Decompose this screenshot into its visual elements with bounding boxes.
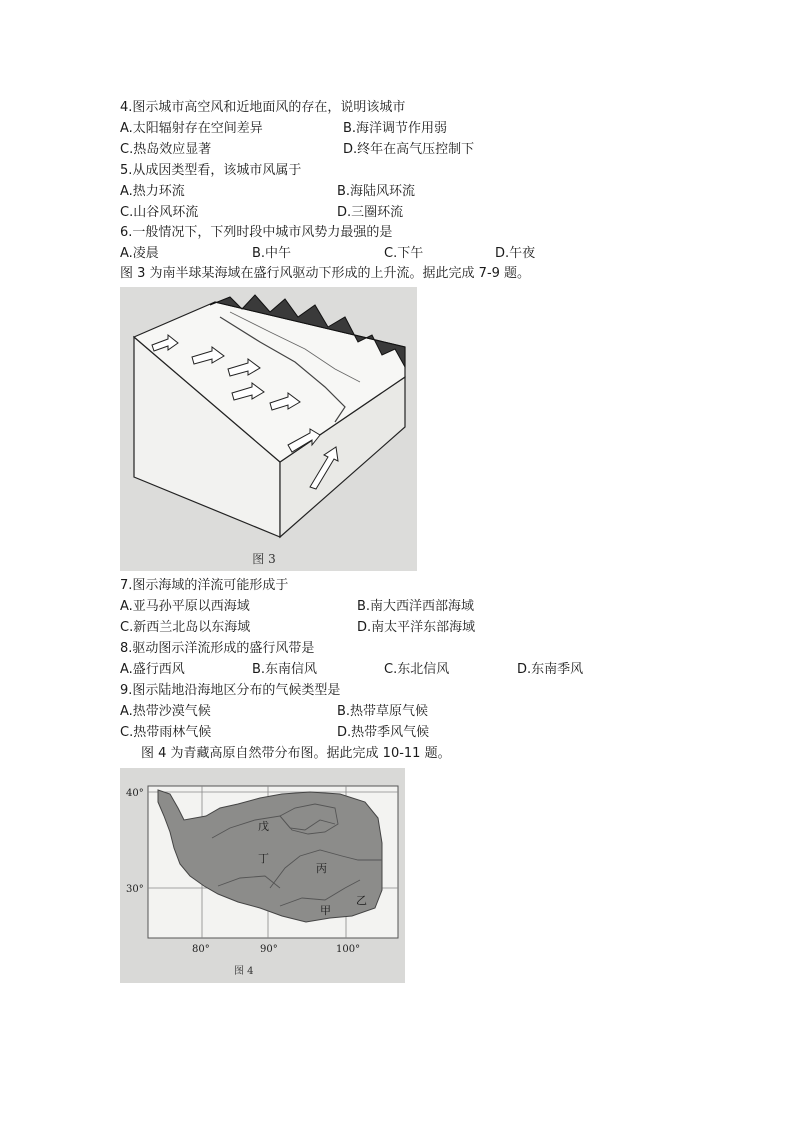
q9-option-b: B.热带草原气候	[337, 704, 429, 719]
q6-stem: 6.一般情况下，下列时段中城市风势力最强的是	[120, 225, 393, 240]
q6-option-b: B.中午	[252, 246, 292, 261]
figure3-caption: 图 3	[252, 552, 276, 566]
zone-label-jia: 甲	[320, 904, 331, 917]
zone-label-yi: 乙	[356, 894, 367, 907]
q9-option-a: A.热带沙漠气候	[120, 704, 211, 719]
q7-option-c: C.新西兰北岛以东海域	[120, 620, 251, 635]
q4-option-c: C.热岛效应显著	[120, 142, 212, 157]
lat-label-30: 30°	[126, 884, 144, 895]
q6-option-a: A.凌晨	[120, 246, 159, 261]
q4-option-b: B.海洋调节作用弱	[343, 121, 448, 136]
figure4-intro: 图 4 为青藏高原自然带分布图。据此完成 10-11 题。	[141, 746, 451, 761]
lon-label-90: 90°	[260, 944, 278, 955]
q8-stem: 8.驱动图示洋流形成的盛行风带是	[120, 641, 315, 656]
figure4-caption: 图 4	[234, 966, 254, 977]
figure-4-map	[120, 768, 405, 983]
q5-option-a: A.热力环流	[120, 184, 185, 199]
q6-option-c: C.下午	[384, 246, 424, 261]
zone-label-ding: 丁	[258, 852, 269, 865]
q8-option-a: A.盛行西风	[120, 662, 185, 677]
q4-stem: 4.图示城市高空风和近地面风的存在，说明该城市	[120, 100, 406, 115]
q9-option-d: D.热带季风气候	[337, 725, 430, 740]
zone-label-bing: 丙	[316, 862, 327, 875]
q4-option-d: D.终年在高气压控制下	[343, 142, 475, 157]
q7-option-a: A.亚马孙平原以西海域	[120, 599, 250, 614]
lat-label-40: 40°	[126, 788, 144, 799]
zone-label-wu: 戊	[258, 820, 269, 833]
q6-option-d: D.午夜	[495, 246, 536, 261]
lon-label-80: 80°	[192, 944, 210, 955]
q7-option-d: D.南太平洋东部海域	[357, 620, 476, 635]
q5-stem: 5.从成因类型看，该城市风属于	[120, 163, 302, 178]
figure3-intro: 图 3 为南半球某海域在盛行风驱动下形成的上升流。据此完成 7-9 题。	[120, 266, 531, 281]
q7-stem: 7.图示海域的洋流可能形成于	[120, 578, 289, 593]
q8-option-d: D.东南季风	[517, 662, 584, 677]
q9-option-c: C.热带雨林气候	[120, 725, 212, 740]
q5-option-d: D.三圈环流	[337, 205, 404, 220]
q5-option-b: B.海陆风环流	[337, 184, 416, 199]
q8-option-b: B.东南信风	[252, 662, 318, 677]
q7-option-b: B.南大西洋西部海域	[357, 599, 475, 614]
q4-option-a: A.太阳辐射存在空间差异	[120, 121, 263, 136]
q8-option-c: C.东北信风	[384, 662, 450, 677]
q5-option-c: C.山谷风环流	[120, 205, 199, 220]
lon-label-100: 100°	[336, 944, 361, 955]
figure-3-upwelling-diagram	[120, 287, 417, 571]
q9-stem: 9.图示陆地沿海地区分布的气候类型是	[120, 683, 341, 698]
